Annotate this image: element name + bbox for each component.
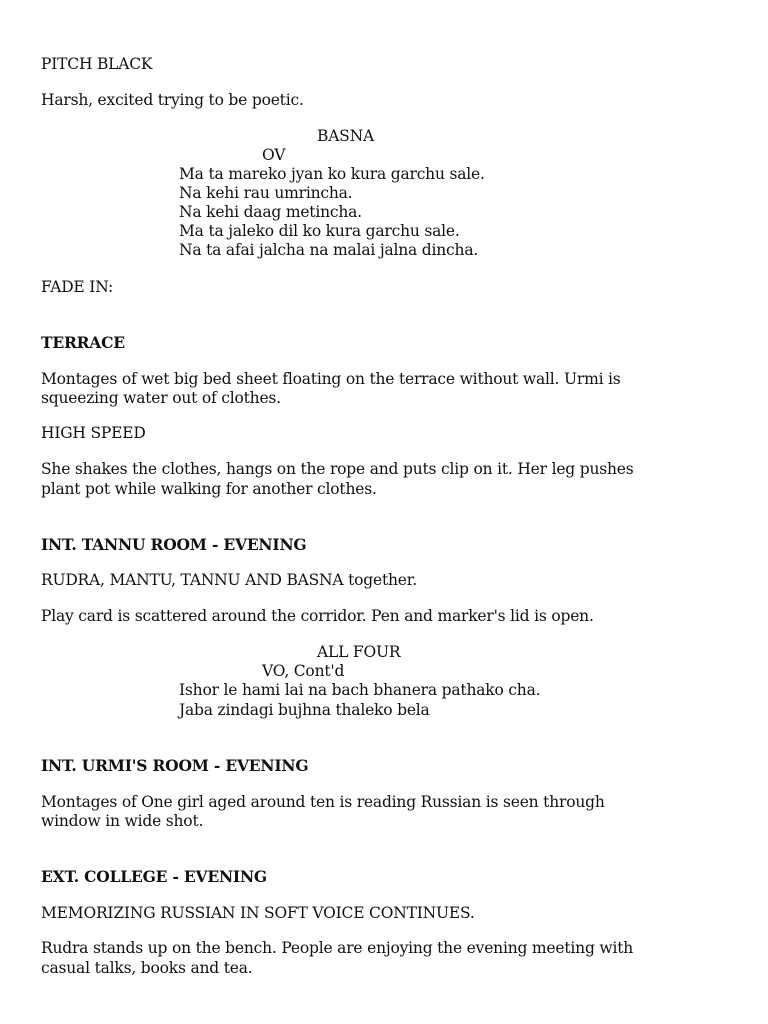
action-line: plant pot while walking for another clothes. [41,480,377,498]
dialogue-line: Ma ta jaleko dil ko kura garchu sale. [179,222,460,240]
action-line: Montages of wet big bed sheet floating on the terrace without wall. Urmi is [41,370,621,388]
dialogue-line: Ma ta mareko jyan ko kura garchu sale. [179,165,485,183]
action-line: squeezing water out of clothes. [41,389,281,407]
parenthetical-ov: OV [262,146,286,164]
scene-heading-terrace: TERRACE [41,333,125,352]
dialogue-line: Na ta afai jalcha na malai jalna dincha. [179,241,479,259]
character-name-basna: BASNA [317,127,374,145]
action-line: Montages of One girl aged around ten is reading Russian is seen through [41,793,605,811]
action-line: Rudra stands up on the bench. People are enjoying the evening meeting with [41,939,634,957]
action-line: She shakes the clothes, hangs on the rope and puts clip on it. Her leg pushes [41,460,634,478]
dialogue-line: Na kehi daag metincha. [179,203,362,221]
action-line: window in wide shot. [41,812,204,830]
action-line: Harsh, excited trying to be poetic. [41,91,304,109]
direction-high-speed: HIGH SPEED [41,424,146,442]
scene-heading-college: EXT. COLLEGE - EVENING [41,867,267,886]
dialogue-line: Na kehi rau umrincha. [179,184,353,202]
action-line: Play card is scattered around the corridor. Pen and marker's lid is open. [41,607,594,625]
character-name-all-four: ALL FOUR [317,643,401,661]
scene-heading-urmis-room: INT. URMI'S ROOM - EVENING [41,756,309,775]
parenthetical-vo-contd: VO, Cont'd [262,662,345,680]
action-line: MEMORIZING RUSSIAN IN SOFT VOICE CONTINUES. [41,904,475,922]
dialogue-line: Jaba zindagi bujhna thaleko bela [179,701,430,719]
transition-pitch-black: PITCH BLACK [41,55,153,73]
dialogue-line: Ishor le hami lai na bach bhanera pathako cha. [179,681,541,699]
scene-heading-tannu-room: INT. TANNU ROOM - EVENING [41,535,307,554]
action-line: RUDRA, MANTU, TANNU AND BASNA together. [41,571,418,589]
transition-fade-in: FADE IN: [41,278,114,296]
action-line: casual talks, books and tea. [41,959,253,977]
